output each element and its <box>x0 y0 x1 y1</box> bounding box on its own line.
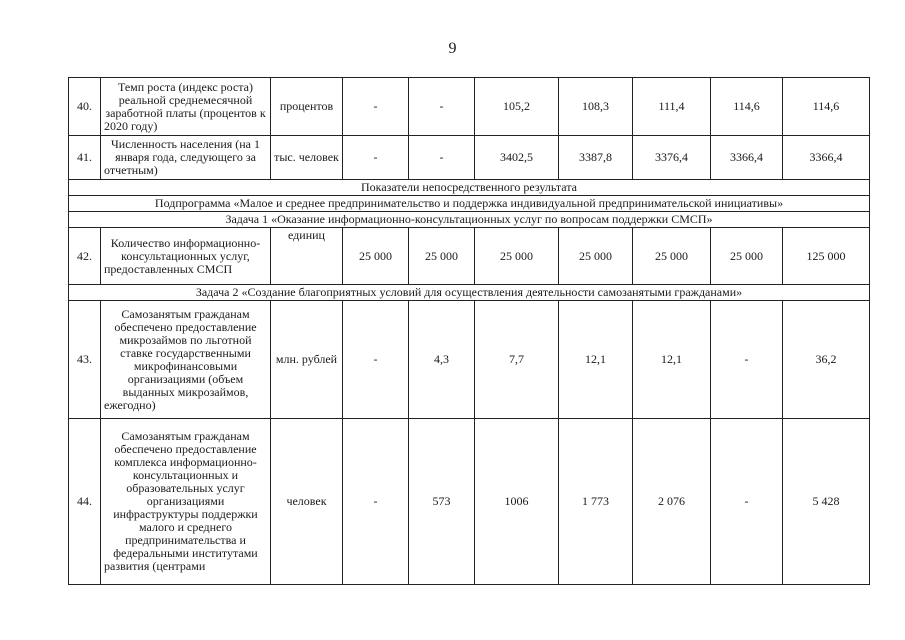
results-header: Показатели непосредственного результата <box>69 180 870 196</box>
value-cell: 573 <box>409 419 475 585</box>
table-row <box>69 301 870 419</box>
table-row <box>69 419 870 585</box>
task-1-header: Задача 1 «Оказание информационно-консультационных услуг по вопросам поддержки СМСП» <box>69 212 870 228</box>
section-row <box>69 285 870 301</box>
value-cell: 114,6 <box>783 78 870 136</box>
value-cell: 12,1 <box>633 301 711 419</box>
value-cell: - <box>343 78 409 136</box>
indicator-name: Самозанятым гражданам обеспечено предоставление комплекса информационно-консультационных и образовательных услуг организациями инфраструктуры поддержки малого и среднего предпринимательства и федеральными институтами развития (центрами <box>101 419 271 585</box>
table-row <box>69 228 870 285</box>
value-cell: - <box>409 78 475 136</box>
section-row <box>69 212 870 228</box>
value-cell: 1006 <box>475 419 559 585</box>
value-cell: 111,4 <box>633 78 711 136</box>
row-number: 43. <box>69 301 101 419</box>
row-number: 40. <box>69 78 101 136</box>
table-row <box>69 78 870 136</box>
value-cell: - <box>711 419 783 585</box>
indicators-table <box>68 77 870 585</box>
value-cell: 25 000 <box>633 228 711 285</box>
value-cell: 105,2 <box>475 78 559 136</box>
unit: млн. рублей <box>271 301 343 419</box>
value-cell: - <box>343 419 409 585</box>
indicator-name: Количество информационно-консультационных услуг, предоставленных СМСП <box>101 228 271 285</box>
value-cell: 25 000 <box>409 228 475 285</box>
value-cell: 12,1 <box>559 301 633 419</box>
value-cell: 7,7 <box>475 301 559 419</box>
value-cell: 3366,4 <box>711 136 783 180</box>
unit: единиц <box>271 228 343 285</box>
indicator-name: Темп роста (индекс роста) реальной среднемесячной заработной платы (процентов к 2020 году) <box>101 78 271 136</box>
value-cell: 3402,5 <box>475 136 559 180</box>
indicator-name: Самозанятым гражданам обеспечено предоставление микрозаймов по льготной ставке государственными микрофинансовыми организациями (объем выданных микрозаймов, ежегодно) <box>101 301 271 419</box>
unit: тыс. человек <box>271 136 343 180</box>
task-2-header: Задача 2 «Создание благоприятных условий для осуществления деятельности самозанятыми гражданами» <box>69 285 870 301</box>
value-cell: 25 000 <box>559 228 633 285</box>
value-cell: 4,3 <box>409 301 475 419</box>
value-cell: - <box>711 301 783 419</box>
row-number: 44. <box>69 419 101 585</box>
section-row <box>69 180 870 196</box>
value-cell: 1 773 <box>559 419 633 585</box>
subprogram-header: Подпрограмма «Малое и среднее предпринимательство и поддержка индивидуальной предпринимательской инициативы» <box>69 196 870 212</box>
value-cell: - <box>343 301 409 419</box>
page-number: 9 <box>448 40 457 57</box>
row-number: 41. <box>69 136 101 180</box>
value-cell: 3366,4 <box>783 136 870 180</box>
unit: процентов <box>271 78 343 136</box>
table-row <box>69 136 870 180</box>
value-cell: 2 076 <box>633 419 711 585</box>
value-cell: 25 000 <box>343 228 409 285</box>
row-number: 42. <box>69 228 101 285</box>
value-cell: 25 000 <box>475 228 559 285</box>
value-cell: 5 428 <box>783 419 870 585</box>
value-cell: 3376,4 <box>633 136 711 180</box>
value-cell: 36,2 <box>783 301 870 419</box>
value-cell: - <box>343 136 409 180</box>
indicator-name: Численность населения (на 1 января года, следующего за отчетным) <box>101 136 271 180</box>
value-cell: - <box>409 136 475 180</box>
value-cell: 114,6 <box>711 78 783 136</box>
unit: человек <box>271 419 343 585</box>
section-row <box>69 196 870 212</box>
value-cell: 3387,8 <box>559 136 633 180</box>
value-cell: 125 000 <box>783 228 870 285</box>
value-cell: 25 000 <box>711 228 783 285</box>
value-cell: 108,3 <box>559 78 633 136</box>
